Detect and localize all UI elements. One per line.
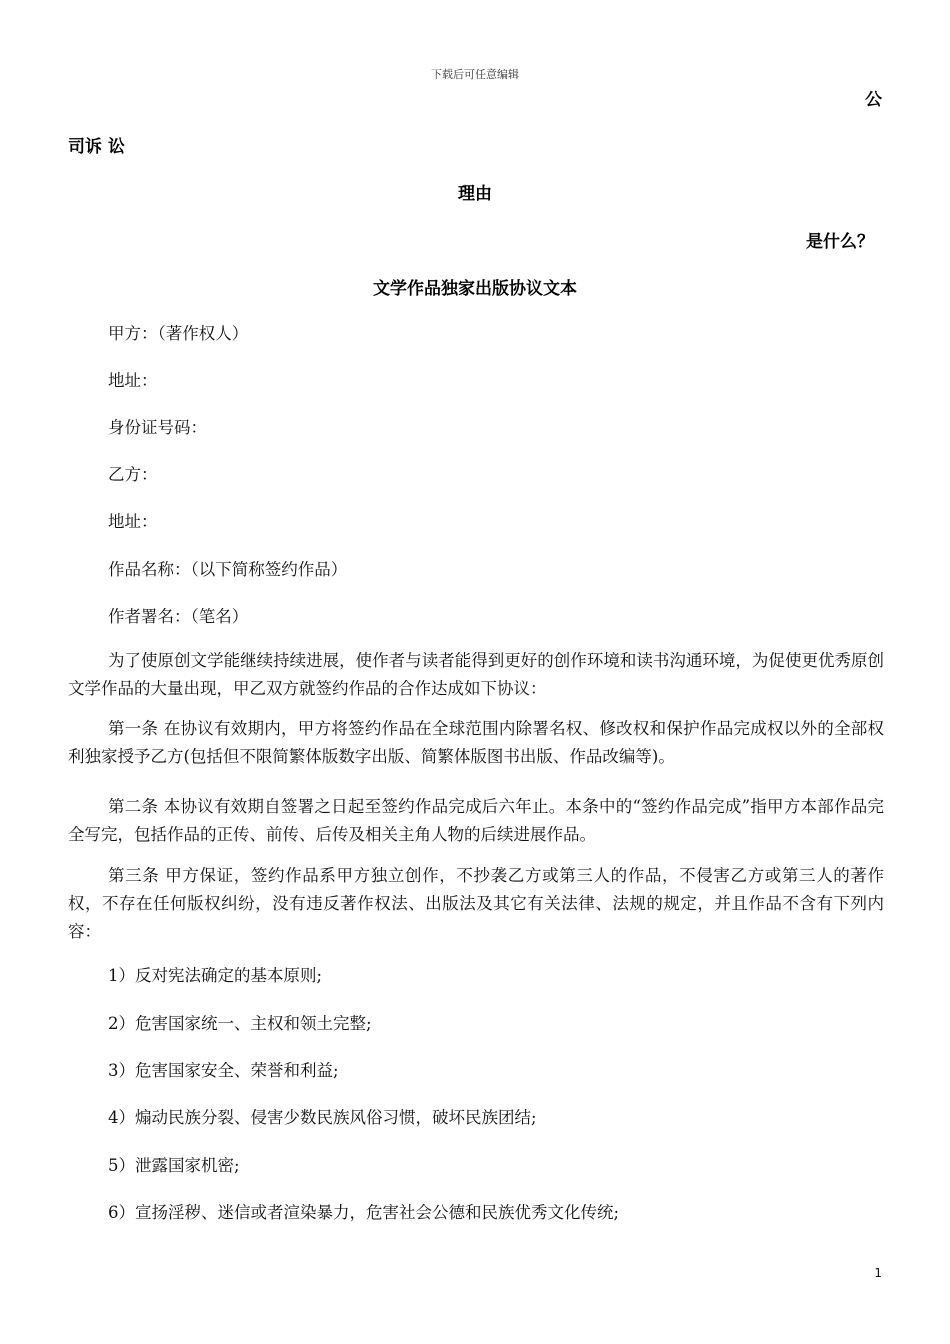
field-party-b: 乙方：: [108, 465, 158, 484]
list-item: 1）反对宪法确定的基本原则;: [108, 966, 323, 985]
paragraph-article-1: 第一条 在协议有效期内，甲方将签约作品在全球范围内除署名权、修改权和保护作品完成权以外的全部权利独家授予乙方(包括但不限简繁体版数字出版、简繁体版图书出版、作品改编等)。: [68, 719, 884, 766]
paragraph-intro: 为了使原创文学能继续持续进展，使作者与读者能得到更好的创作环境和读书沟通环境，为促使更优秀原创文学作品的大量出现，甲乙双方就签约作品的合作达成如下协议：: [68, 651, 884, 698]
field-work-name: 作品名称：（以下简称签约作品）: [108, 560, 348, 579]
list-item: 2）危害国家统一、主权和领土完整;: [108, 1014, 372, 1033]
page-number: 1: [874, 1266, 882, 1280]
paragraph-article-2: 第二条 本协议有效期自签署之日起至签约作品完成后六年止。本条中的“签约作品完成”指甲方本部作品完全写完，包括作品的正传、前传、后传及相关主角人物的后续进展作品。: [68, 797, 884, 844]
field-author-signature: 作者署名：（笔名）: [108, 607, 249, 626]
field-id-number: 身份证号码：: [108, 418, 207, 437]
heading-fragment-right-2: 是什么？: [806, 232, 874, 252]
list-item: 5）泄露国家机密;: [108, 1156, 240, 1175]
document-title: 文学作品独家出版协议文本: [373, 279, 577, 299]
header-note: 下载后可任意编辑: [431, 68, 519, 81]
field-address-b: 地址：: [108, 512, 158, 531]
list-item: 6）宣扬淫秽、迷信或者渲染暴力，危害社会公德和民族优秀文化传统;: [108, 1203, 620, 1222]
list-item: 3）危害国家安全、荣誉和利益;: [108, 1061, 339, 1080]
heading-fragment-left: 司诉 讼: [68, 137, 125, 157]
field-address-a: 地址：: [108, 371, 158, 390]
heading-fragment-center: 理由: [458, 184, 492, 204]
heading-fragment-right-1: 公: [865, 90, 882, 110]
paragraph-article-3: 第三条 甲方保证，签约作品系甲方独立创作，不抄袭乙方或第三人的作品，不侵害乙方或第三人的著作权，不存在任何版权纠纷，没有违反著作权法、出版法及其它有关法律、法规的规定，并且作品不含有下列内容：: [68, 866, 884, 941]
list-item: 4）煽动民族分裂、侵害少数民族风俗习惯，破坏民族团结;: [108, 1108, 537, 1127]
field-party-a: 甲方：（著作权人）: [108, 324, 249, 343]
